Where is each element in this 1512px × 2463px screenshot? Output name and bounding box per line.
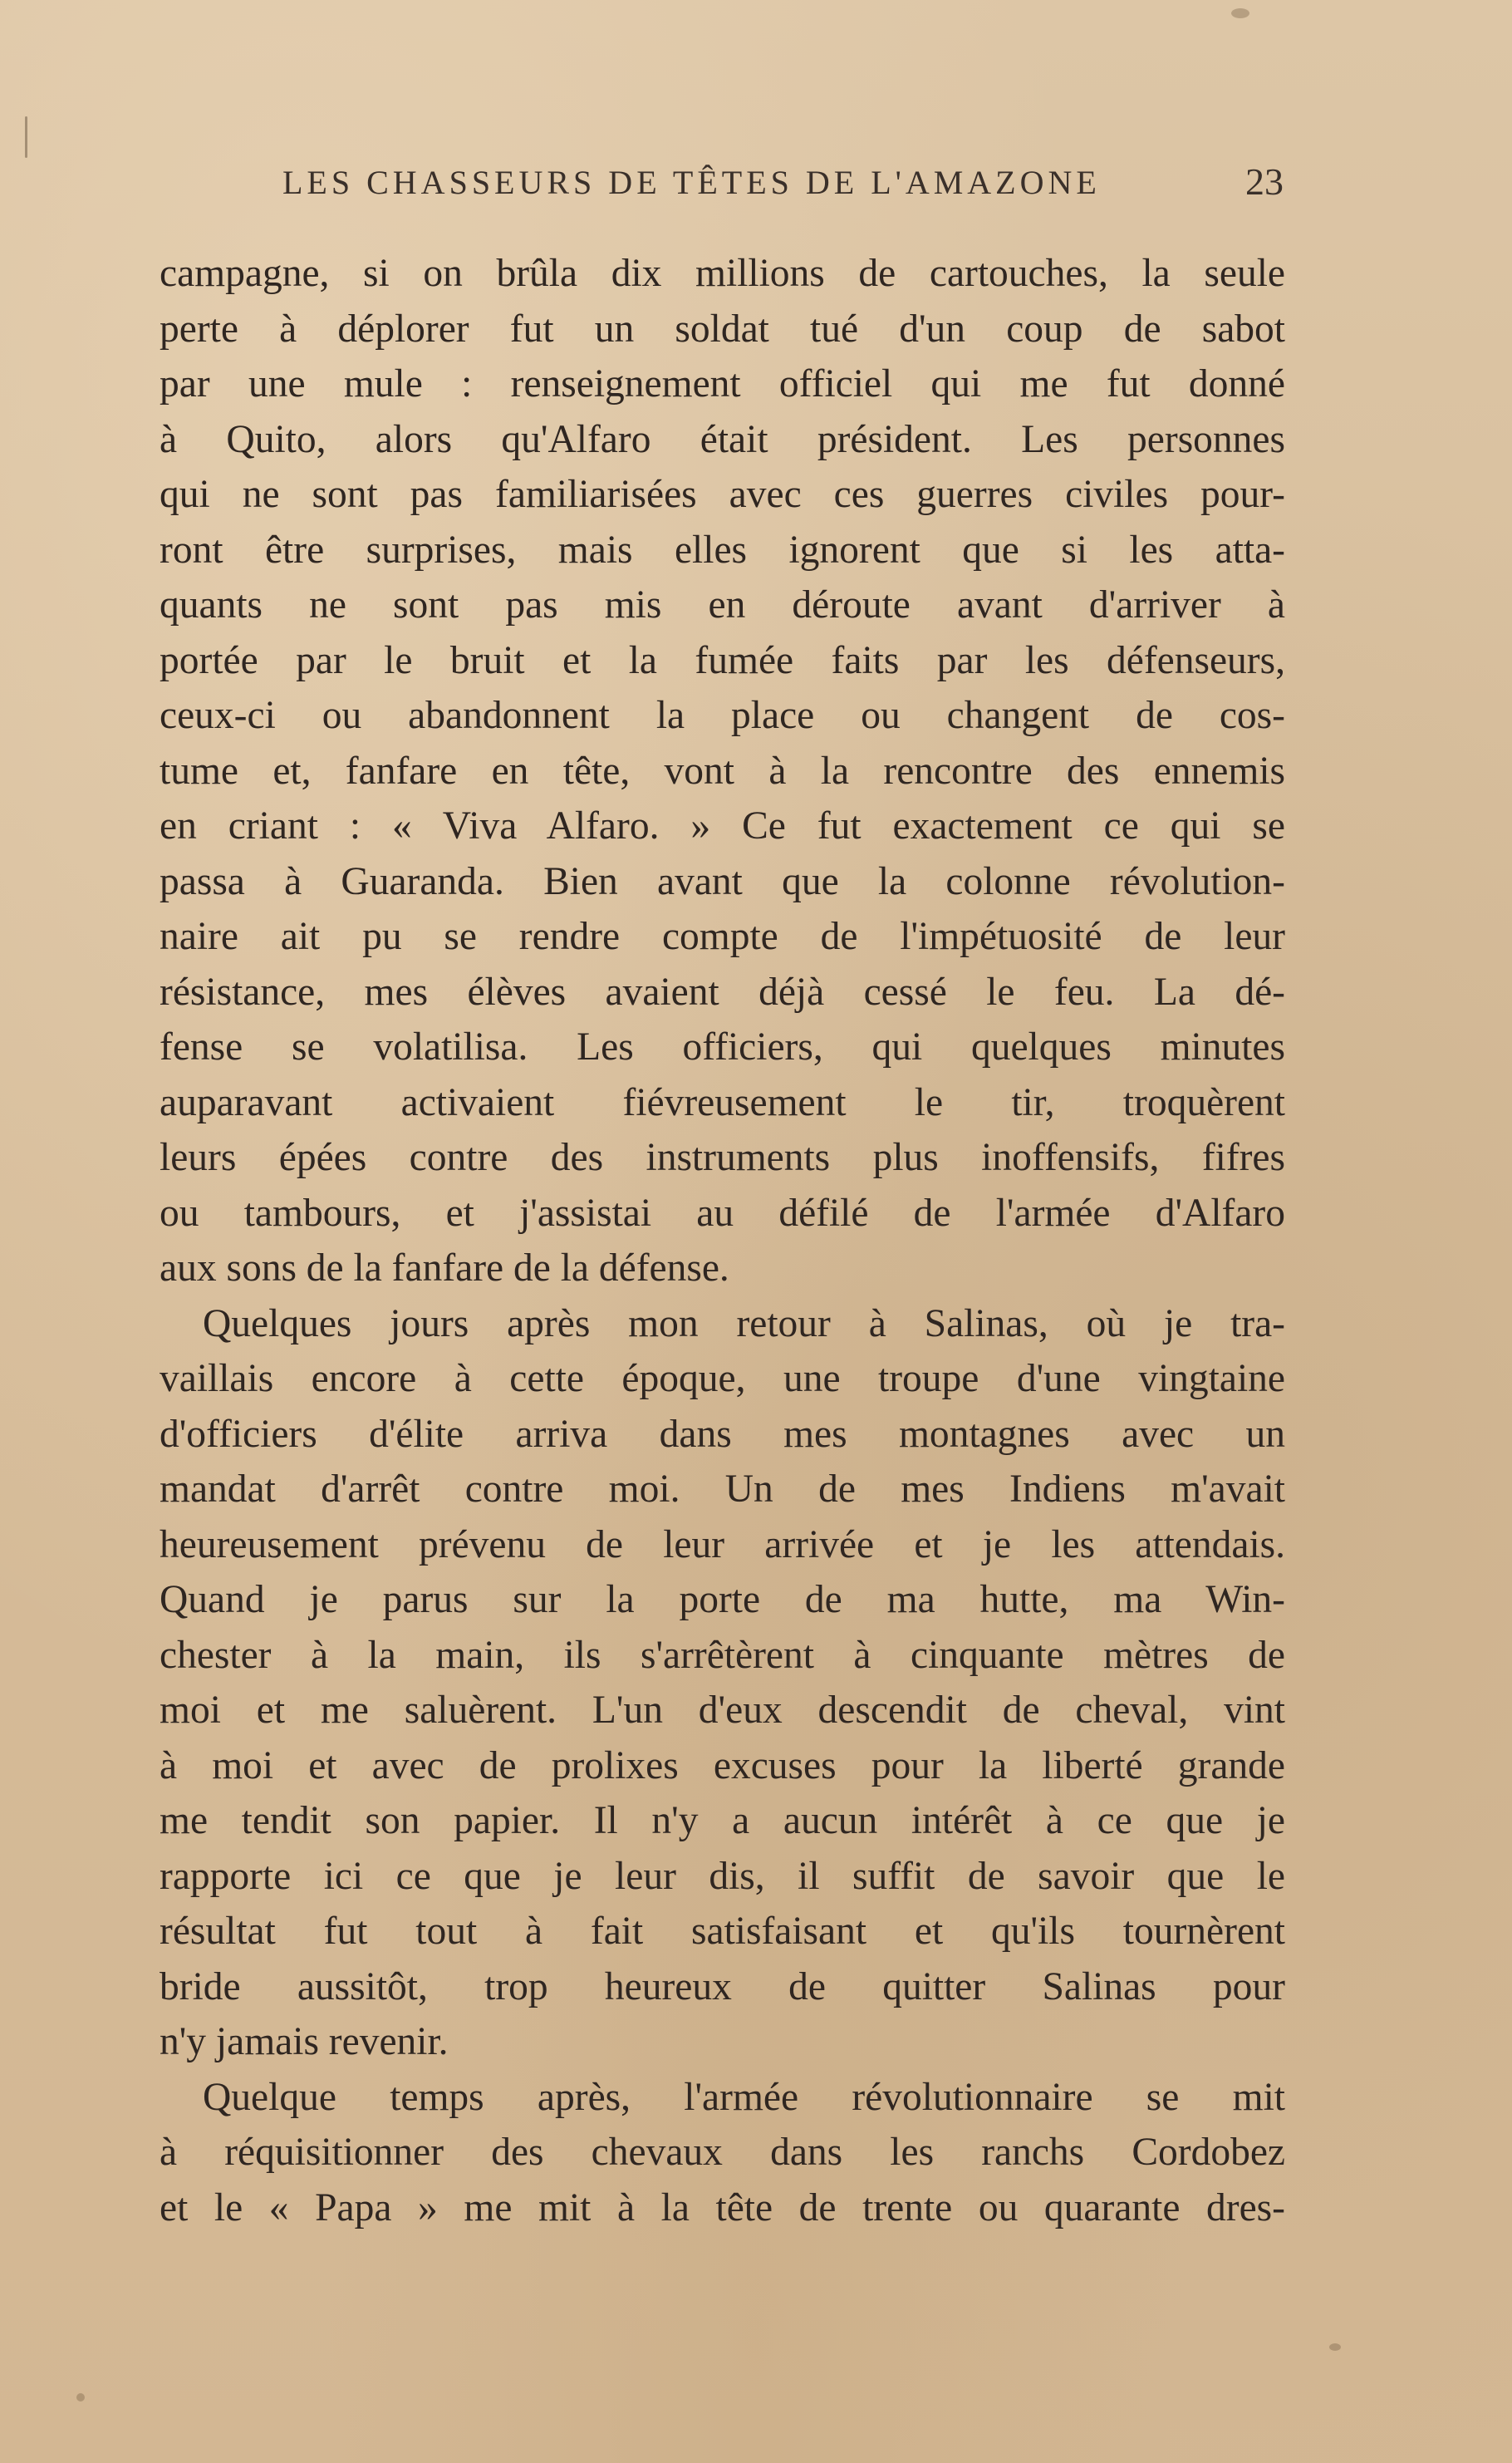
text-line: moi et me saluèrent. L'un d'eux descendit de cheval, vint — [160, 1689, 1285, 1732]
text-line: à réquisitionner des chevaux dans les ranchs Cordobez — [160, 2131, 1285, 2174]
text-line: heureusement prévenu de leur arrivée et je les attendais. — [160, 1522, 1285, 1566]
paper-stain — [1231, 8, 1249, 18]
text-line: qui ne sont pas familiarisées avec ces guerres civiles pour- — [160, 473, 1285, 516]
text-line: leurs épées contre des instruments plus inoffensifs, fifres — [160, 1136, 1285, 1179]
text-line: ceux-ci ou abandonnent la place ou changent de cos- — [160, 694, 1285, 737]
text-line: perte à déplorer fut un soldat tué d'un coup de sabot — [160, 307, 1285, 351]
text-line: résultat fut tout à fait satisfaisant et qu'ils tournèrent — [160, 1910, 1285, 1953]
body-text — [160, 246, 1285, 2235]
text-line: fense se volatilisa. Les officiers, qui quelques minutes — [160, 1025, 1285, 1069]
paper-stain — [76, 2393, 85, 2402]
page-number: 23 — [1245, 160, 1284, 203]
text-line: d'officiers d'élite arriva dans mes montagnes avec un — [160, 1412, 1285, 1456]
text-line: mandat d'arrêt contre moi. Un de mes Indiens m'avait — [160, 1467, 1285, 1511]
text-line: quants ne sont pas mis en déroute avant d'arriver à — [160, 583, 1285, 627]
text-line: à moi et avec de prolixes excuses pour la liberté grande — [160, 1743, 1285, 1787]
paper-mark — [25, 116, 27, 158]
text-line: par une mule : renseignement officiel qui me fut donné — [160, 362, 1285, 406]
text-line: en criant : « Viva Alfaro. » Ce fut exactement ce qui se — [160, 804, 1285, 848]
page-header — [158, 160, 1284, 213]
running-title: LES CHASSEURS DE TÊTES DE L'AMAZONE — [282, 164, 1101, 201]
text-line: chester à la main, ils s'arrêtèrent à cinquante mètres de — [160, 1633, 1285, 1677]
text-line: rapporte ici ce que je leur dis, il suffit de savoir que le — [160, 1854, 1285, 1898]
text-line: passa à Guaranda. Bien avant que la colonne révolution- — [160, 859, 1285, 903]
text-line: Quelques jours après mon retour à Salinas, où je tra- — [203, 1301, 1285, 1345]
text-line: à Quito, alors qu'Alfaro était président. Les personnes — [160, 417, 1285, 461]
text-line: bride aussitôt, trop heureux de quitter Salinas pour — [160, 1964, 1285, 2008]
text-line: vaillais encore à cette époque, une troupe d'une vingtaine — [160, 1357, 1285, 1400]
text-line: aux sons de la fanfare de la défense. — [160, 1246, 729, 1290]
text-line: tume et, fanfare en tête, vont à la rencontre des ennemis — [160, 749, 1285, 793]
text-line: auparavant activaient fiévreusement le tir, troquèrent — [160, 1080, 1285, 1124]
text-line: campagne, si on brûla dix millions de cartouches, la seule — [160, 252, 1285, 295]
text-line: ront être surprises, mais elles ignorent que si les atta- — [160, 528, 1285, 572]
text-line: naire ait pu se rendre compte de l'impétuosité de leur — [160, 915, 1285, 958]
text-line: et le « Papa » me mit à la tête de trente ou quarante dres- — [160, 2185, 1285, 2229]
text-line: résistance, mes élèves avaient déjà cessé le feu. La dé- — [160, 970, 1285, 1014]
text-line: me tendit son papier. Il n'y a aucun intérêt à ce que je — [160, 1799, 1285, 1842]
text-line: ou tambours, et j'assistai au défilé de l'armée d'Alfaro — [160, 1191, 1285, 1235]
text-line: Quand je parus sur la porte de ma hutte, ma Win- — [160, 1578, 1285, 1621]
text-line: n'y jamais revenir. — [160, 2020, 449, 2063]
text-line: Quelque temps après, l'armée révolutionnaire se mit — [203, 2075, 1285, 2119]
paper-stain — [1329, 2343, 1341, 2351]
text-line: portée par le bruit et la fumée faits par les défenseurs, — [160, 638, 1285, 682]
